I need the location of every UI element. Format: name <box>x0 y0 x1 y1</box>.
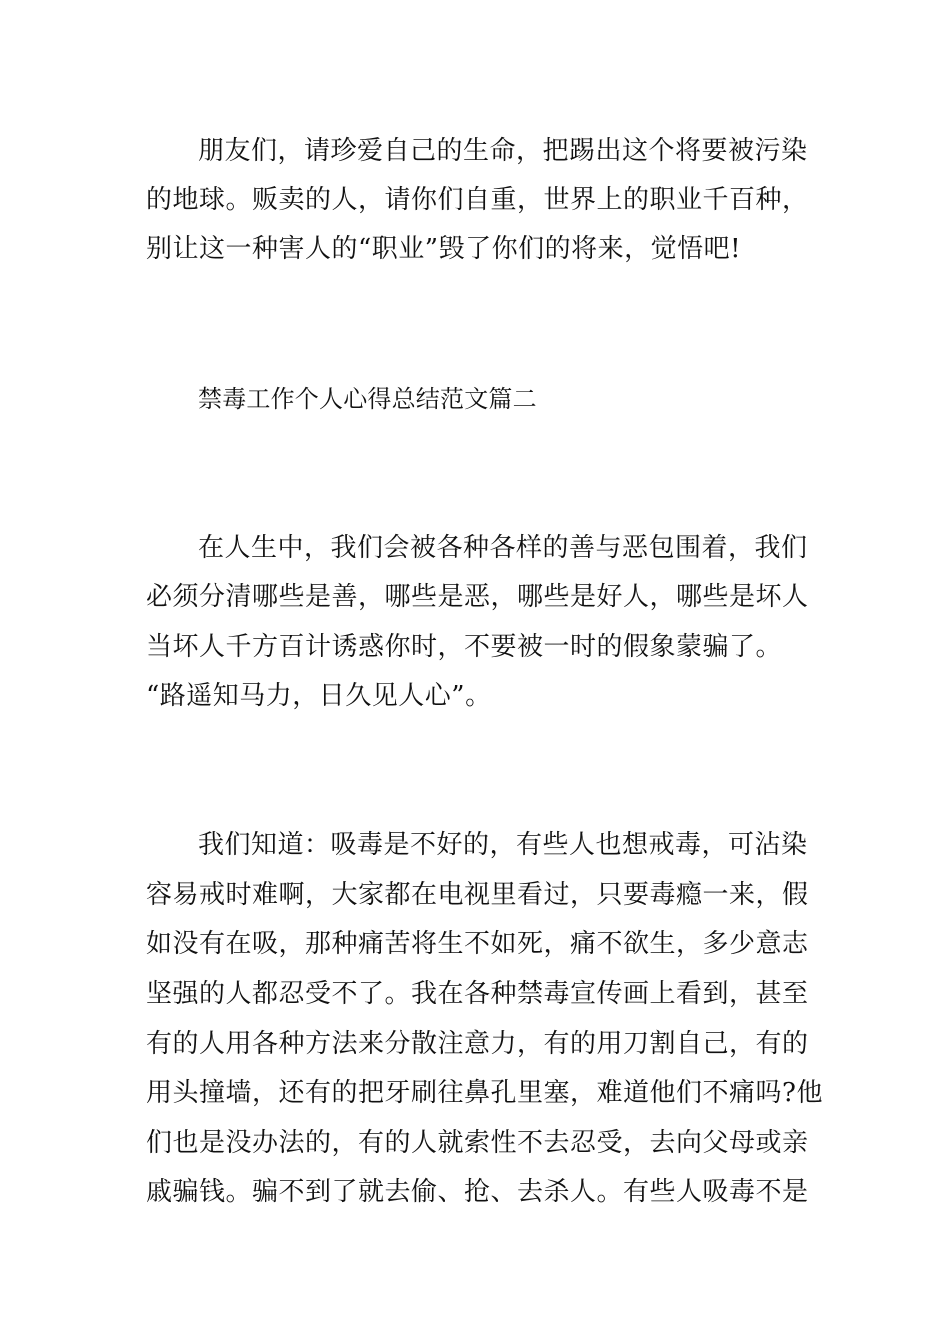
paragraph-line: 坚强的人都忍受不了。我在各种禁毒宣传画上看到，甚至 <box>146 979 809 1009</box>
paragraph-line: 戚骗钱。骗不到了就去偷、抢、去杀人。有些人吸毒不是 <box>146 1177 809 1207</box>
paragraph-line: 如没有在吸，那种痛苦将生不如死，痛不欲生，多少意志 <box>146 929 809 959</box>
paragraph-line: 的地球。贩卖的人，请你们自重，世界上的职业千百种， <box>146 185 809 215</box>
paragraph-line: 用头撞墙，还有的把牙刷往鼻孔里塞，难道他们不痛吗?他 <box>146 1078 823 1108</box>
paragraph-line: 们也是没办法的，有的人就索性不去忍受，去向父母或亲 <box>146 1128 809 1158</box>
paragraph-line: “路遥知马力，日久见人心”。 <box>146 681 492 711</box>
paragraph-line: 我们知道：吸毒是不好的，有些人也想戒毒，可沾染 <box>198 830 808 860</box>
paragraph-line: 必须分清哪些是善，哪些是恶，哪些是好人，哪些是坏人 <box>146 582 809 612</box>
paragraph-line: 有的人用各种方法来分散注意力，有的用刀割自己，有的 <box>146 1029 809 1059</box>
paragraph-line: 容易戒时难啊，大家都在电视里看过，只要毒瘾一来，假 <box>146 880 809 910</box>
paragraph-line: 朋友们，请珍爱自己的生命，把踢出这个将要被污染 <box>198 136 808 166</box>
section-heading: 禁毒工作个人心得总结范文篇二 <box>198 385 537 413</box>
paragraph-line: 在人生中，我们会被各种各样的善与恶包围着，我们 <box>198 533 808 563</box>
paragraph-line: 当坏人千方百计诱惑你时，不要被一时的假象蒙骗了。 <box>146 632 783 662</box>
paragraph-line: 别让这一种害人的“职业”毁了你们的将来，觉悟吧! <box>146 234 742 264</box>
